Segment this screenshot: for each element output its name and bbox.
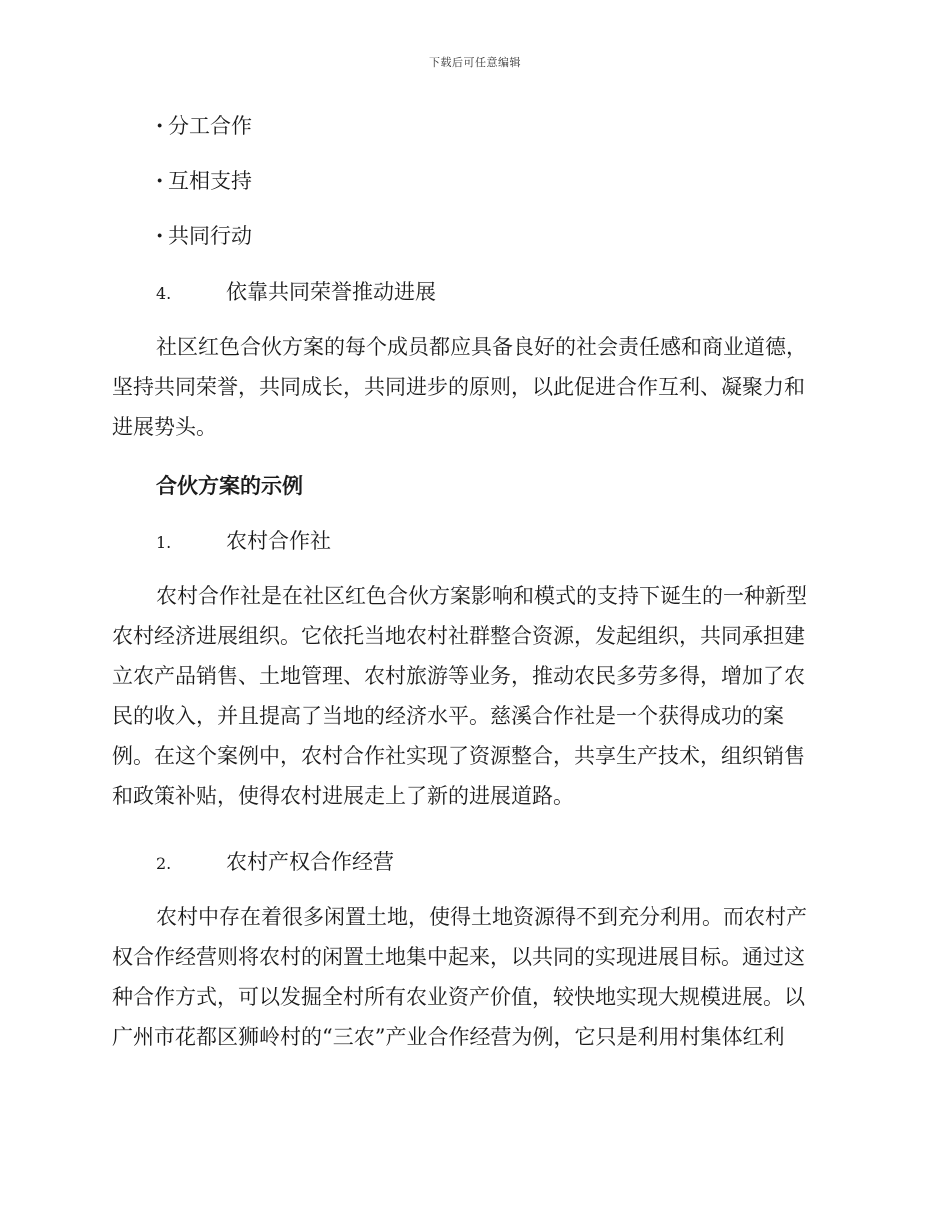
bullet-text: 互相支持 bbox=[168, 169, 252, 193]
paragraph-line: 权合作经营则将农村的闲置土地集中起来，以共同的实现进展目标。通过这 bbox=[112, 945, 805, 969]
heading-number: 1. bbox=[156, 533, 172, 552]
examples-heading: 合伙方案的示例 bbox=[156, 474, 303, 498]
paragraph-line: 例。在这个案例中，农村合作社实现了资源整合，共享生产技术，组织销售 bbox=[112, 744, 805, 768]
heading-title: 农村产权合作经营 bbox=[226, 850, 394, 874]
paragraph-line: 农村中存在着很多闲置土地，使得土地资源得不到充分利用。而农村产 bbox=[156, 905, 807, 929]
paragraph-line: 农村合作社是在社区红色合伙方案影响和模式的支持下诞生的一种新型 bbox=[156, 584, 807, 608]
paragraph-line: 社区红色合伙方案的每个成员都应具备良好的社会责任感和商业道德， bbox=[156, 335, 807, 359]
numbered-heading-4 bbox=[156, 277, 436, 309]
numbered-heading-1 bbox=[156, 526, 331, 558]
paragraph-line: 坚持共同荣誉，共同成长，共同进步的原则，以此促进合作互利、凝聚力和 bbox=[112, 375, 805, 399]
paragraph-line: 农村经济进展组织。它依托当地农村社群整合资源，发起组织，共同承担建 bbox=[112, 624, 805, 648]
heading-title: 农村合作社 bbox=[226, 529, 331, 553]
bullet-marker: · bbox=[156, 223, 164, 248]
paragraph-line: 进展势头。 bbox=[112, 415, 217, 439]
bullet-marker: · bbox=[156, 168, 164, 193]
bullet-item bbox=[156, 166, 252, 196]
paragraph-line: 民的收入，并且提高了当地的经济水平。慈溪合作社是一个获得成功的案 bbox=[112, 704, 784, 728]
paragraph-line: 种合作方式，可以发掘全村所有农业资产价值，较快地实现大规模进展。以 bbox=[112, 985, 805, 1009]
bullet-item bbox=[156, 221, 252, 251]
heading-number: 4. bbox=[156, 284, 172, 303]
heading-number: 2. bbox=[156, 854, 172, 873]
bullet-text: 共同行动 bbox=[168, 224, 252, 248]
paragraph-example2 bbox=[112, 897, 832, 1057]
paragraph-line: 和政策补贴，使得农村进展走上了新的进展道路。 bbox=[112, 784, 574, 808]
bullet-marker: · bbox=[156, 113, 164, 138]
bullet-text: 分工合作 bbox=[168, 114, 252, 138]
page-header: 下载后可任意编辑 bbox=[429, 56, 521, 69]
paragraph-line: 立农产品销售、土地管理、农村旅游等业务，推动农民多劳多得，增加了农 bbox=[112, 664, 805, 688]
bullet-item bbox=[156, 111, 252, 141]
numbered-heading-2 bbox=[156, 847, 394, 879]
paragraph-section4 bbox=[112, 327, 832, 447]
heading-title: 依靠共同荣誉推动进展 bbox=[226, 280, 436, 304]
paragraph-example1 bbox=[112, 576, 832, 816]
paragraph-line: 广州市花都区狮岭村的“三农”产业合作经营为例，它只是利用村集体红利 bbox=[112, 1025, 785, 1049]
